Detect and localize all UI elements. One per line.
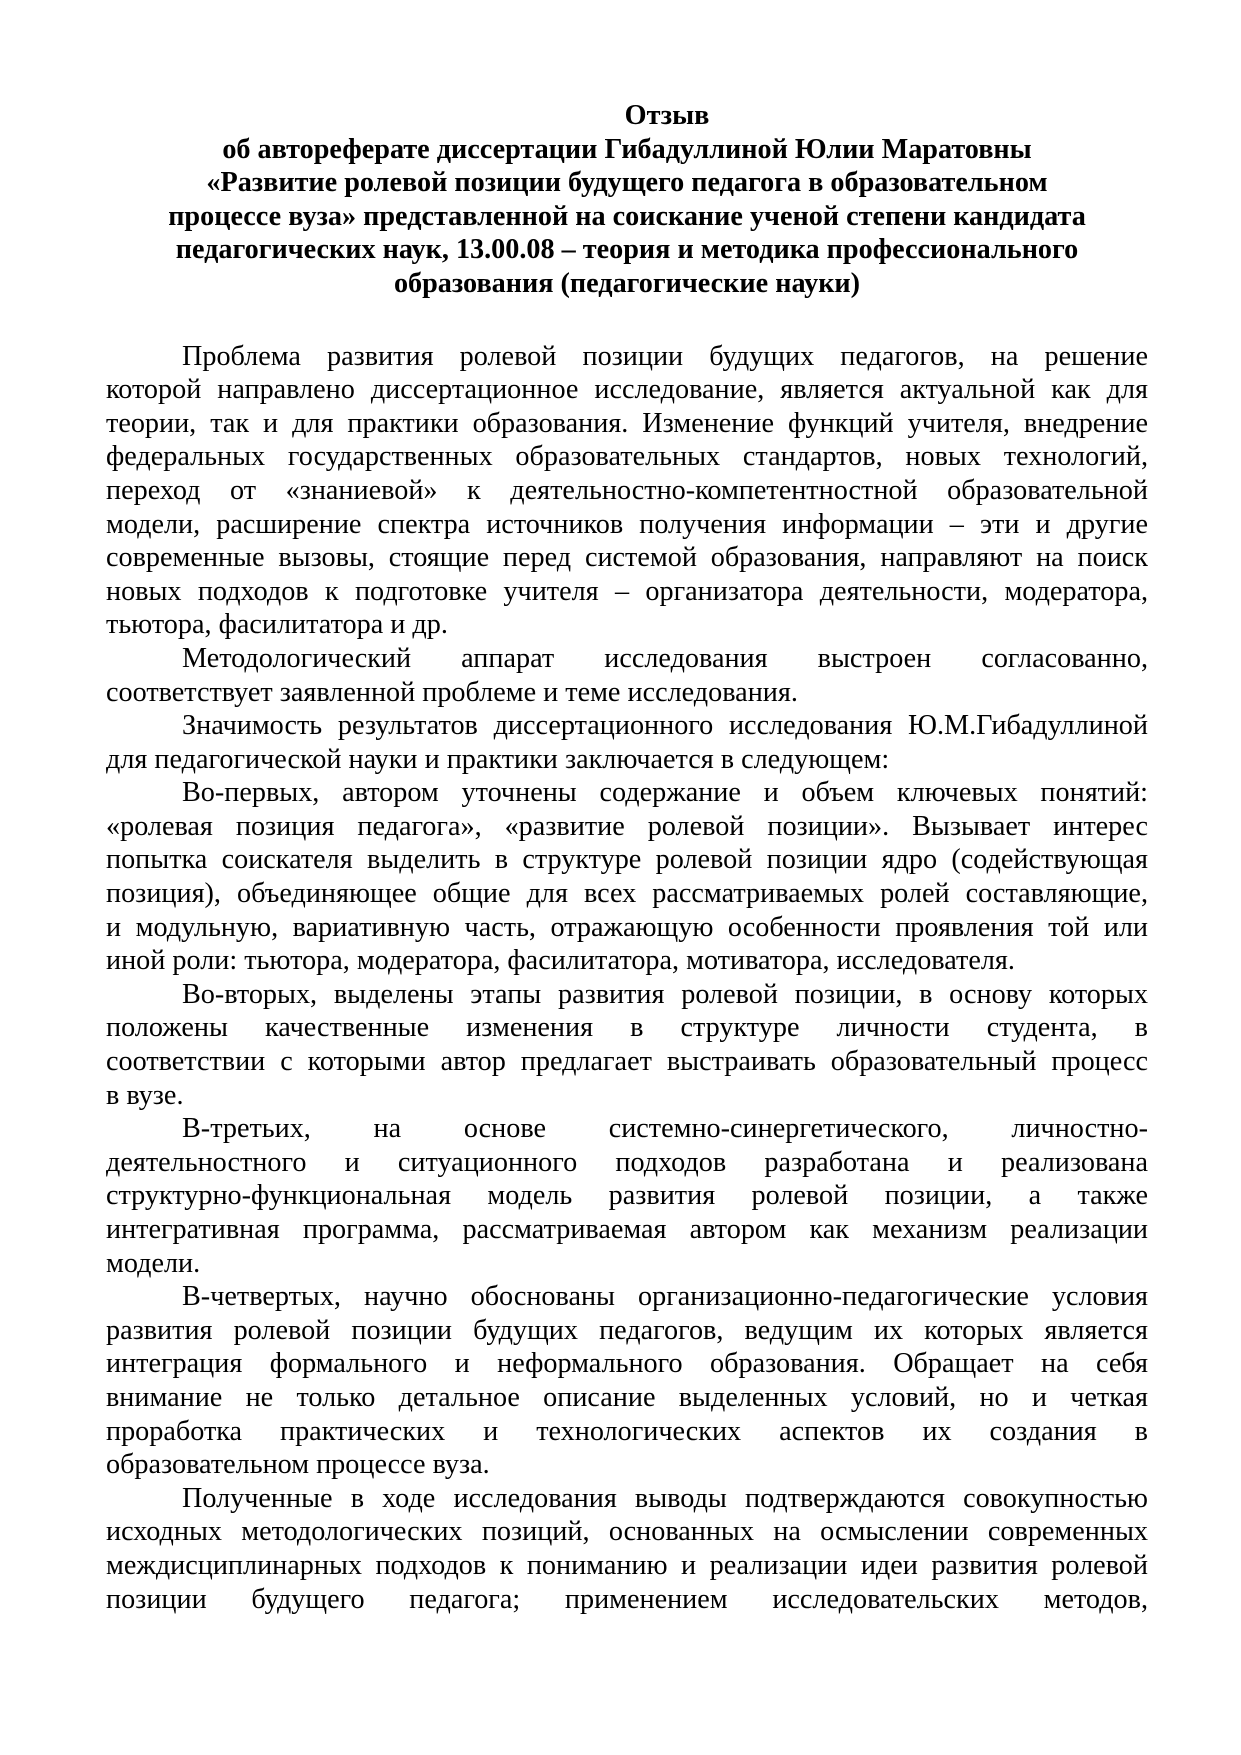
text-line: положены качественные изменения в структуре личности студента, в: [106, 1012, 1148, 1044]
text-line: переход от «знаниевой» к деятельностно-компетентностной образовательной: [106, 474, 1148, 506]
text-line: которой направлено диссертационное исследование, является актуальной как для: [106, 374, 1148, 406]
text-line: Полученные в ходе исследования выводы подтверждаются совокупностью: [182, 1482, 1148, 1514]
text-line: Во-первых, автором уточнены содержание и объем ключевых понятий:: [182, 777, 1148, 809]
title-line-6: образования (педагогические науки): [393, 267, 861, 299]
paragraph-conclusions: [106, 1482, 1148, 1616]
text-line: Методологический аппарат исследования выстроен согласованно,: [182, 642, 1148, 674]
text-line: теории, так и для практики образования. Изменение функций учителя, внедрение: [106, 407, 1148, 439]
paragraph-second-point: [106, 978, 1148, 1112]
text-line: в вузе.: [106, 1079, 184, 1111]
text-line: для педагогической науки и практики заключается в следующем:: [106, 743, 890, 775]
text-line: федеральных государственных образовательных стандартов, новых технологий,: [106, 441, 1148, 473]
title-line-5: педагогических наук, 13.00.08 – теория и методика профессионального: [175, 234, 1079, 266]
text-line: исходных методологических позиций, основанных на осмыслении современных: [106, 1516, 1148, 1548]
title-line-4: процессе вуза» представленной на соискание ученой степени кандидата: [168, 200, 1086, 232]
document-title: [106, 99, 1148, 301]
text-line: тьютора, фасилитатора и др.: [106, 609, 448, 641]
text-line: попытка соискателя выделить в структуре ролевой позиции ядро (содействующая: [106, 844, 1148, 876]
text-line: структурно-функциональная модель развития ролевой позиции, а также: [106, 1180, 1148, 1212]
title-line-1: Отзыв: [624, 100, 710, 131]
paragraph-third-point: [106, 1112, 1148, 1280]
text-line: междисциплинарных подходов к пониманию и реализации идеи развития ролевой: [106, 1549, 1148, 1581]
text-line: «ролевая позиция педагога», «развитие ролевой позиции». Вызывает интерес: [106, 810, 1148, 842]
review-document-content: [106, 99, 1148, 1616]
paragraph-fourth-point: [106, 1280, 1148, 1482]
text-line: модели.: [106, 1247, 201, 1279]
text-line: соответствии с которыми автор предлагает выстраивать образовательный процесс: [106, 1046, 1148, 1078]
text-line: новых подходов к подготовке учителя – организатора деятельности, модератора,: [106, 575, 1148, 607]
text-line: интеграция формального и неформального образования. Обращает на себя: [106, 1348, 1148, 1380]
title-body-gap: [106, 301, 1148, 340]
text-line: иной роли: тьютора, модератора, фасилитатора, мотиватора, исследователя.: [106, 945, 1015, 977]
text-line: Значимость результатов диссертационного исследования Ю.М.Гибадуллиной: [182, 710, 1148, 742]
text-line: образовательном процессе вуза.: [106, 1449, 490, 1481]
title-line-3: «Развитие ролевой позиции будущего педагога в образовательном: [206, 167, 1048, 199]
text-line: Во-вторых, выделены этапы развития ролевой позиции, в основу которых: [182, 978, 1148, 1010]
text-line: и модульную, вариативную часть, отражающую особенности проявления той или: [106, 911, 1148, 943]
text-line: В-четвертых, научно обоснованы организационно-педагогические условия: [182, 1281, 1148, 1313]
text-line: проработка практических и технологических аспектов их создания в: [106, 1415, 1148, 1447]
text-line: Проблема развития ролевой позиции будущих педагогов, на решение: [182, 340, 1148, 372]
text-line: развития ролевой позиции будущих педагогов, ведущим их которых является: [106, 1314, 1148, 1346]
text-line: современные вызовы, стоящие перед системой образования, направляют на поиск: [106, 542, 1148, 574]
paragraph-first-point: [106, 776, 1148, 978]
text-line: позиции будущего педагога; применением исследовательских методов,: [106, 1583, 1148, 1615]
text-line: внимание не только детальное описание выделенных условий, но и четкая: [106, 1381, 1148, 1413]
title-line-2: об автореферате диссертации Гибадуллиной Юлии Маратовны: [222, 133, 1032, 165]
text-line: позиция), объединяющее общие для всех рассматриваемых ролей составляющие,: [106, 878, 1148, 910]
paragraph-problem-relevance: [106, 340, 1148, 642]
text-line: В-третьих, на основе системно-синергетического, личностно-: [182, 1113, 1148, 1145]
text-line: интегративная программа, рассматриваемая автором как механизм реализации: [106, 1214, 1148, 1245]
text-line: деятельностного и ситуационного подходов разработана и реализована: [106, 1146, 1148, 1178]
text-line: модели, расширение спектра источников получения информации – эти и другие: [106, 508, 1148, 540]
text-line: соответствует заявленной проблеме и теме исследования.: [106, 676, 798, 708]
paragraph-significance: [106, 709, 1148, 776]
paragraph-methodology: [106, 642, 1148, 709]
